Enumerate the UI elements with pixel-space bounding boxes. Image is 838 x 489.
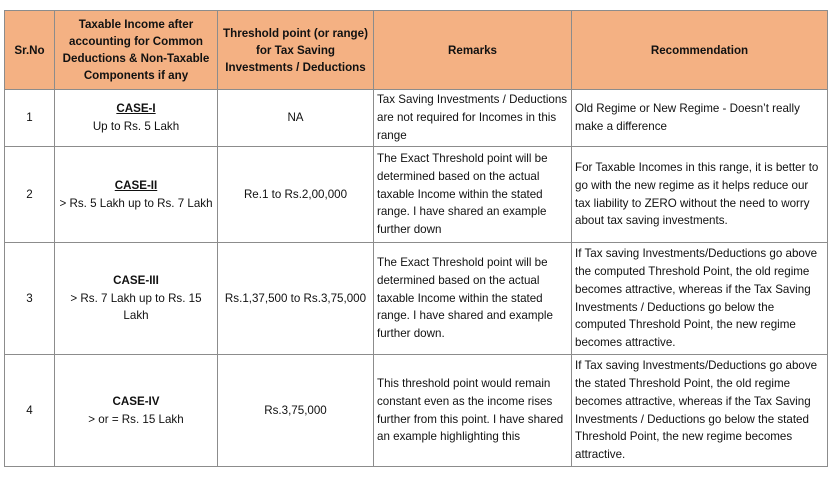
remarks-cell: The Exact Threshold point will be determined based on the actual taxable Income within the stated range. I have shared and example further down. bbox=[374, 243, 572, 355]
case-title: CASE-II bbox=[114, 178, 158, 192]
taxable-income-cell bbox=[55, 147, 218, 243]
remarks-cell: Tax Saving Investments / Deductions are not required for Incomes in this range bbox=[374, 90, 572, 147]
taxable-income-cell bbox=[55, 243, 218, 355]
header-remarks: Remarks bbox=[374, 11, 572, 90]
tax-regime-table bbox=[4, 10, 828, 467]
table-row bbox=[5, 355, 828, 467]
recommendation-cell: If Tax saving Investments/Deductions go above the computed Threshold Point, the old regime becomes attractive, whereas if the Tax Saving Investments / Deductions go below the computed Threshold Point, the new regime becomes attractive. bbox=[572, 243, 828, 355]
remarks-cell: This threshold point would remain constant even as the income rises further from this point. I have shared an example highlighting this bbox=[374, 355, 572, 467]
recommendation-cell: For Taxable Incomes in this range, it is better to go with the new regime as it helps reduce our tax liability to ZERO without the need to worry about tax saving investments. bbox=[572, 147, 828, 243]
header-threshold: Threshold point (or range) for Tax Saving Investments / Deductions bbox=[218, 11, 374, 90]
table-row bbox=[5, 243, 828, 355]
case-title: CASE-III bbox=[113, 273, 159, 287]
case-range: > Rs. 5 Lakh up to Rs. 7 Lakh bbox=[59, 196, 213, 210]
header-sr-no: Sr.No bbox=[5, 11, 55, 90]
header-row bbox=[5, 11, 828, 90]
table-row bbox=[5, 90, 828, 147]
sr-no-cell: 3 bbox=[5, 243, 55, 355]
taxable-income-cell bbox=[55, 90, 218, 147]
case-range: > or = Rs. 15 Lakh bbox=[88, 412, 184, 426]
recommendation-cell: If Tax saving Investments/Deductions go above the stated Threshold Point, the old regime becomes attractive, whereas if the Tax Saving Investments / Deductions go below the stated Threshold Point, the new regime becomes attractive. bbox=[572, 355, 828, 467]
threshold-cell: Rs.3,75,000 bbox=[218, 355, 374, 467]
header-taxable-income: Taxable Income after accounting for Common Deductions & Non-Taxable Components if any bbox=[55, 11, 218, 90]
case-range: Up to Rs. 5 Lakh bbox=[92, 120, 180, 133]
sr-no-cell: 2 bbox=[5, 147, 55, 243]
recommendation-cell: Old Regime or New Regime - Doesn’t really make a difference bbox=[572, 90, 828, 147]
case-title: CASE-IV bbox=[112, 394, 160, 408]
remarks-cell: The Exact Threshold point will be determined based on the actual taxable Income within the stated range. I have shared an example further down bbox=[374, 147, 572, 243]
sr-no-cell: 1 bbox=[5, 90, 55, 147]
header-recommendation: Recommendation bbox=[572, 11, 828, 90]
taxable-income-cell bbox=[55, 355, 218, 467]
case-title: CASE-I bbox=[116, 102, 156, 116]
case-range: > Rs. 7 Lakh up to Rs. 15 Lakh bbox=[70, 291, 202, 323]
sr-no-cell: 4 bbox=[5, 355, 55, 467]
threshold-cell: Re.1 to Rs.2,00,000 bbox=[218, 147, 374, 243]
threshold-cell: Rs.1,37,500 to Rs.3,75,000 bbox=[218, 243, 374, 355]
threshold-cell: NA bbox=[218, 90, 374, 147]
table-row bbox=[5, 147, 828, 243]
